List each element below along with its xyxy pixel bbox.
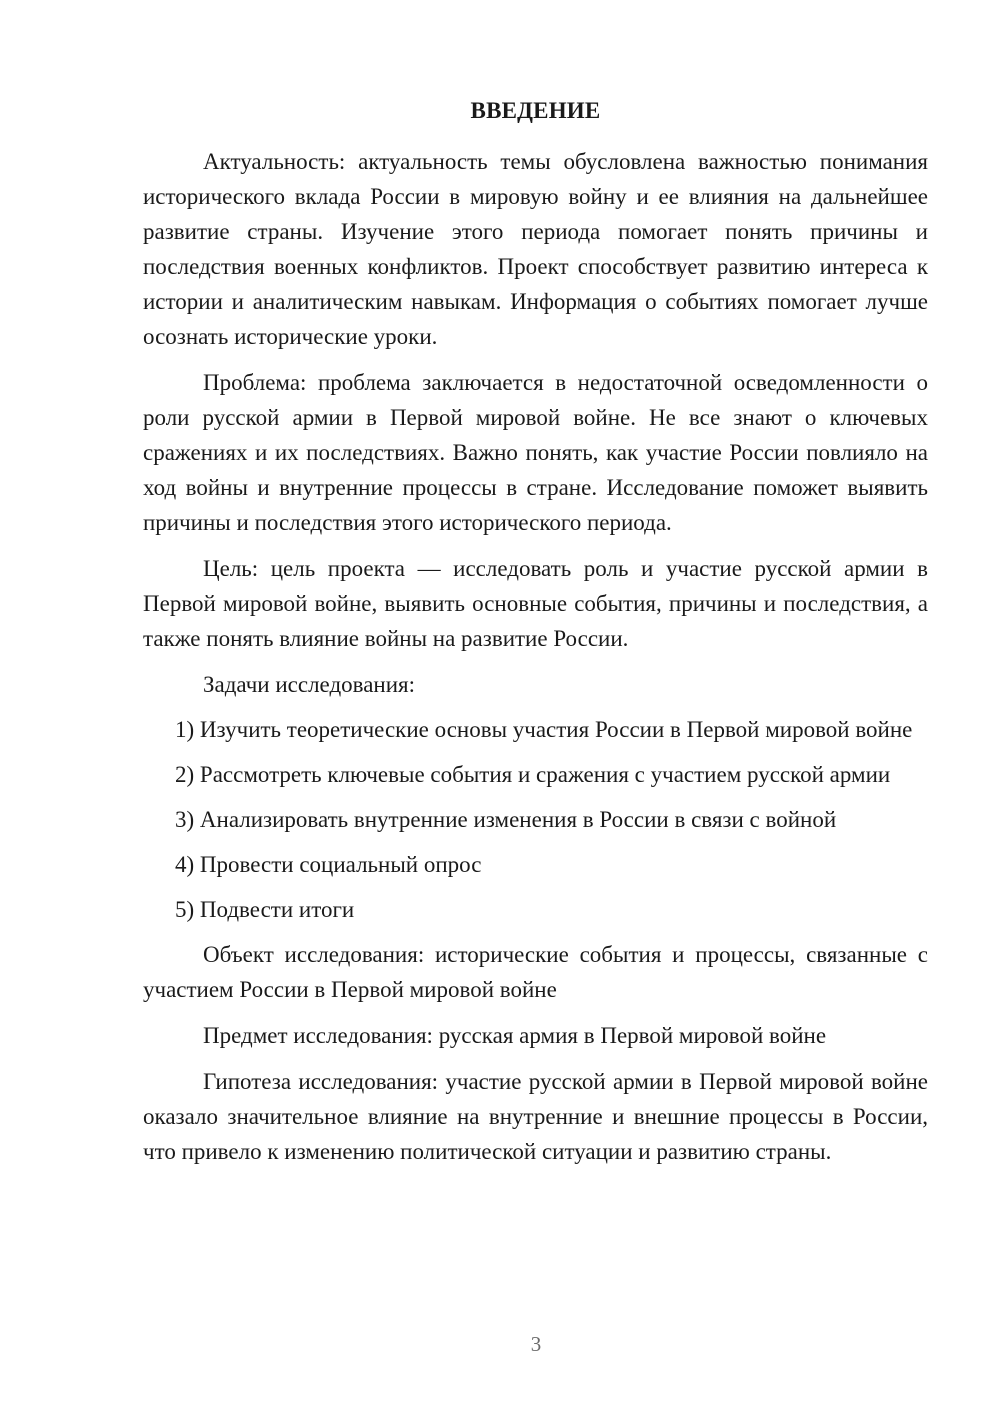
subject-paragraph: Предмет исследования: русская армия в Первой мировой войне	[203, 1023, 827, 1048]
hypothesis-paragraph: Гипотеза исследования: участие русской армии в Первой мировой войне оказало значительное влияние на внутренние и внешние процессы в России, что привело к изменению политической ситуации и развитию страны.	[143, 1069, 928, 1164]
problem-paragraph: Проблема: проблема заключается в недостаточной осведомленности о роли русской армии в Первой мировой войне. Не все знают о ключевых сражениях и их последствиях. Важно понять, как участие России повлияло на ход войны и внутренние процессы в стране. Исследование поможет выявить причины и последствия этого исторического периода.	[143, 370, 928, 535]
relevance-paragraph: Актуальность: актуальность темы обусловлена важностью понимания исторического вклада России в мировую войну и ее влияния на дальнейшее развитие страны. Изучение этого периода помогает понять причины и последствия военных конфликтов. Проект способствует развитию интереса к истории и аналитическим навыкам. Информация о событиях помогает лучше осознать исторические уроки.	[143, 149, 928, 349]
tasks-list	[143, 712, 928, 927]
section-heading: ВВЕДЕНИЕ	[470, 98, 601, 123]
task-item: 3) Анализировать внутренние изменения в России в связи с войной	[175, 807, 837, 832]
goal-paragraph: Цель: цель проекта — исследовать роль и участие русской армии в Первой мировой войне, выявить основные события, причины и последствия, а также понять влияние войны на развитие России.	[143, 556, 928, 651]
page-content	[143, 96, 928, 1180]
object-paragraph: Объект исследования: исторические события и процессы, связанные с участием России в Первой мировой войне	[143, 942, 928, 1002]
task-item: 4) Провести социальный опрос	[175, 852, 482, 877]
task-item: 1) Изучить теоретические основы участия России в Первой мировой войне	[175, 717, 913, 742]
task-item: 2) Рассмотреть ключевые события и сражения с участием русской армии	[175, 762, 891, 787]
task-item: 5) Подвести итоги	[175, 897, 355, 922]
page-number: 3	[530, 1332, 542, 1356]
tasks-heading: Задачи исследования:	[203, 672, 416, 697]
